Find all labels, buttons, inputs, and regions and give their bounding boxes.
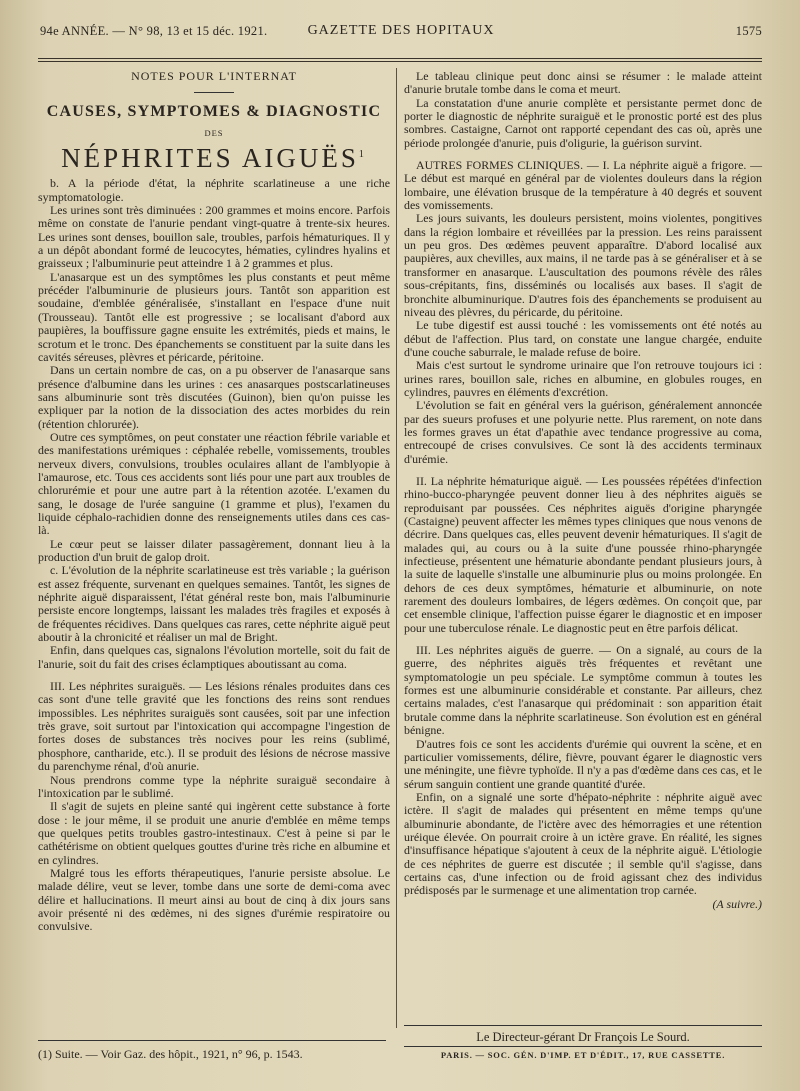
section-paragraph: III. Les néphrites aiguës de guerre. — On a signalé, au cours de la guerre, des néphrites aiguës très fréquentes et revêtant une symptomatologie un peu spéciale. Le symptôme commun à toutes les formes est une albuminurie considérable et constante. Par ailleurs, chez certains malades, c'est l'anasarque qui prédominait : son apparition était brutale comme dans la néphrite scarlatineuse. Son évolution est en général bénigne.	[404, 643, 762, 738]
paragraph: L'anasarque est un des symptômes les plus constants et peut même précéder l'albuminurie de plusieurs jours. Tantôt son apparition est soudaine, d'emblée généralisée, s'installant en l'espace d'une nuit (Trousseau). Tantôt elle est progressive ; se localisant d'abord aux paupières, la bouffissure gagne ensuite les extrémités, pieds et mains, le scrotum et le tronc. Des épanchements se constituent par la suite dans les cavités séreuses, plèvres et péricarde, péritoine.	[38, 269, 390, 364]
paragraph: Nous prendrons comme type la néphrite suraiguë secondaire à l'intoxication par le sublimé.	[38, 772, 390, 800]
paragraph: Le cœur peut se laisser dilater passagèrement, donnant lieu à la production d'un bruit de galop droit.	[38, 536, 390, 564]
paragraph: Le tube digestif est aussi touché : les vomissements ont été notés au début de l'affection. Plus tard, on constate une langue chargée, enduite d'une couche saburrale, le malade refuse de boire.	[404, 318, 762, 359]
section-paragraph: II. La néphrite hématurique aiguë. — Les poussées répétées d'infection rhino-bucco-pharyngée peuvent donner lieu à des néphrites aiguës se reproduisant par poussées. Ces néphrites aiguës d'origine pharyngée (Castaigne) peuvent affecter les mêmes types cliniques que nous venons de décrire. Dans quelques cas, elles peuvent devenir hématuriques. Il s'agit de malades qui, au cours ou à la suite d'une poussée rhino-pharyngée infectieuse, présentent une hématurie abondante pendant plusieurs jours, à la suite de laquelle s'installe une albuminurie plus ou moins prolongée. En dehors de ces deux symptômes, hématurie et albuminurie, on note rarement des douleurs lombaires, de légers œdèmes. On conçoit que, par cet ensemble clinique, l'affection puisse égarer le diagnostic et en imposer pour une tuberculose rénale. Le diagnostic peut en être parfois délicat.	[404, 473, 762, 635]
header-rule-double	[38, 61, 762, 62]
paragraph: Les jours suivants, les douleurs persistent, moins violentes, pongitives dans la région lombaire et réveillées par la pression. Les reins paraissent un peu gros. Des œdèmes peuvent apparaître. D'abord localisé aux paupières, aux chevilles, aux mains, il ne tarde pas à se généraliser et à se transformer en anasarque. L'auscultation des poumons révèle des râles sous-crépitants, fins, disséminés ou localisés aux bases. Il s'agit de bronchite albuminurique. D'autres fois des épanchements se produisent au niveau des plèvres, du péricarde, du péritoine.	[404, 211, 762, 319]
paragraph: b. A la période d'état, la néphrite scarlatineuse a une riche symptomatologie.	[38, 176, 390, 204]
footnote: (1) Suite. — Voir Gaz. des hôpit., 1921, n° 96, p. 1543.	[38, 1047, 303, 1061]
kicker-rule	[194, 92, 234, 93]
printer-line: PARIS. — SOC. GÉN. D'IMP. ET D'ÉDIT., 17, RUE CASSETTE.	[440, 1050, 726, 1060]
issue-info: 94e ANNÉE. — N° 98, 13 et 15 déc. 1921.	[40, 24, 268, 38]
section-paragraph: III. Les néphrites suraiguës. — Les lésions rénales produites dans ces cas sont d'une telle gravité que les fonctions des reins sont rendues impossibles. Les néphrites suraiguës sont causées, soit par une infection très grave, soit surtout par l'intoxication qui accompagne l'ingestion de fortes doses de substances très nocives pour les reins (sublimé, phosphore, cantharide, etc.). Il se produit des lésions de nécrose massive du parenchyme rénal, d'où anurie.	[38, 679, 390, 774]
footnote-ref: 1	[358, 149, 367, 161]
director-rule	[404, 1025, 762, 1026]
director-line: Le Directeur-gérant Dr François Le Sourd.	[476, 1030, 690, 1044]
section-kicker: NOTES POUR L'INTERNAT	[131, 69, 297, 83]
paragraph: La constatation d'une anurie complète et persistante permet donc de porter le diagnostic de néphrite suraiguë et le pronostic porté est des plus sombres. Castaigne, Carnot ont rapporté cependant des cas où, après une période prolongée d'anurie, puis d'oligurie, la guérison survint.	[404, 95, 762, 150]
paragraph: L'évolution se fait en général vers la guérison, généralement annoncée par des sueurs profuses et une polyurie nette. Plus rarement, on note dans les formes graves un état d'apathie avec tendance progressive au coma, entrecoupé de crises convulsives. Ce sont là des accidents terminaux d'urémie.	[404, 398, 762, 466]
journal-title: GAZETTE DES HOPITAUX	[307, 23, 495, 38]
article-main-title: NÉPHRITES AIGUËS$^1$	[61, 143, 367, 174]
paragraph: Mais c'est surtout le syndrome urinaire que l'on retrouve toujours ici : urines rares, bouillon sale, riches en albumine, en globules rouges, en cylindres, pauvres en éléments d'excrétion.	[404, 358, 762, 399]
to-be-continued: (A suivre.)	[712, 896, 762, 911]
running-header	[40, 24, 762, 44]
column-separator	[396, 68, 397, 1028]
paragraph: Le tableau clinique peut donc ainsi se résumer : le malade atteint d'anurie brutale tombe dans le coma et meurt.	[404, 69, 762, 97]
paragraph: Malgré tous les efforts thérapeutiques, l'anurie persiste absolue. Le malade délire, veut se lever, tombe dans une sorte de demi-coma avec délire et hallucinations. Il meurt ainsi au bout de cinq à dix jours sans avoir présenté ni des œdèmes, ni des signes d'urémie respiratoire ou convulsive.	[38, 865, 390, 934]
article-title: CAUSES, SYMPTOMES & DIAGNOSTIC	[46, 103, 382, 121]
paragraph: Outre ces symptômes, on peut constater une réaction fébrile variable et des manifestations urémiques : céphalée rebelle, vomissements, troubles nerveux divers, convulsions, troubles oculaires allant de l'amblyopie à l'amaurose, etc. Tous ces accidents sont liés pour une part aux troubles de chlorurémie et pour une autre part à la rétention azotée. L'examen du sang, le dosage de l'urée sanguine (1 gramme et plus), l'examen du liquide céphalo-rachidien donne des renseignements utiles dans ces cas-là.	[38, 429, 390, 538]
header-rule	[38, 58, 762, 59]
printer-rule	[404, 1046, 762, 1047]
paragraph: Enfin, dans quelques cas, signalons l'évolution mortelle, soit du fait de l'anurie, soit du fait des crises éclamptiques aboutissant au coma.	[38, 643, 390, 671]
section-paragraph: AUTRES FORMES CLINIQUES. — I. La néphrite aiguë a frigore. — Le début est marqué en général par de violentes douleurs dans la région lombaire, une élévation brusque de la température à 40 degrés et souvent des vomissements.	[404, 158, 762, 213]
paragraph: Les urines sont très diminuées : 200 grammes et moins encore. Parfois même on constate de l'anurie pendant vingt-quatre à trente-six heures. Les urines sont denses, bouillon sale, troubles, parfois hématuriques. Il y a un dépôt abondant formé de leucocytes, hématies, cylindres hyalins et graisseux ; l'albuminurie peut atteindre 1 à 2 grammes et plus.	[38, 203, 390, 271]
right-column	[404, 70, 762, 911]
paragraph: Il s'agit de sujets en pleine santé qui ingèrent cette substance à forte dose : le jour même, il se produit une anurie d'emblée en même temps que quelques petits troubles gastro-intestinaux. C'est à peine si par le cathétérisme on obtient quelques gouttes d'urine très riche en albumine et en cylindres.	[38, 799, 390, 867]
paragraph: Dans un certain nombre de cas, on a pu observer de l'anasarque sans présence d'albumine dans les urines : ces anasarques postscarlatineuses sans albuminurie sont très discutées (Guinon), bien qu'on puisse les expliquer par la notion de la dissociation des actes morbides du rein (rétention chlorurée).	[38, 363, 390, 431]
title-connector: DES	[204, 127, 224, 138]
paragraph: Enfin, on a signalé une sorte d'hépato-néphrite : néphrite aiguë avec ictère. Il s'agit de malades qui présentent en même temps qu'une albuminurie abondante, de l'ictère avec des hémorragies et une rétention uréique élevée. On pourrait croire à un ictère grave. En réalité, les signes d'insuffisance hépatique s'ajoutent à ceux de la néphrite aiguë. L'étiologie de ces néphrites de guerre est discutée ; il semble qu'il s'agisse, dans certains cas, d'une infection ou de froid agissant chez des individus prédisposés par le surmenage et une alimentation trop carnée.	[404, 789, 762, 898]
left-column	[38, 70, 390, 934]
page-number: 1575	[735, 24, 762, 38]
footnote-rule	[38, 1040, 386, 1041]
paragraph: c. L'évolution de la néphrite scarlatineuse est très variable ; la guérison est assez fréquente, survenant en quelques semaines. Tantôt, les signes de néphrite aiguë disparaissent, l'état général reste bon, mais l'albuminurie persiste encore longtemps, laissant les malades très fragiles et exposés à de fréquentes récidives. Dans quelques cas rares, cette néphrite aiguë peut aboutir à la chronicité et réaliser un mal de Bright.	[38, 563, 390, 645]
paragraph: D'autres fois ce sont les accidents d'urémie qui ouvrent la scène, et en particulier vomissements, délire, fièvre, pouvant égarer le diagnostic vers une méningite, une fièvre typhoïde. Il n'y a pas d'œdème dans ces cas, et le sérum sanguin contient une grande quantité d'urée.	[404, 736, 762, 791]
